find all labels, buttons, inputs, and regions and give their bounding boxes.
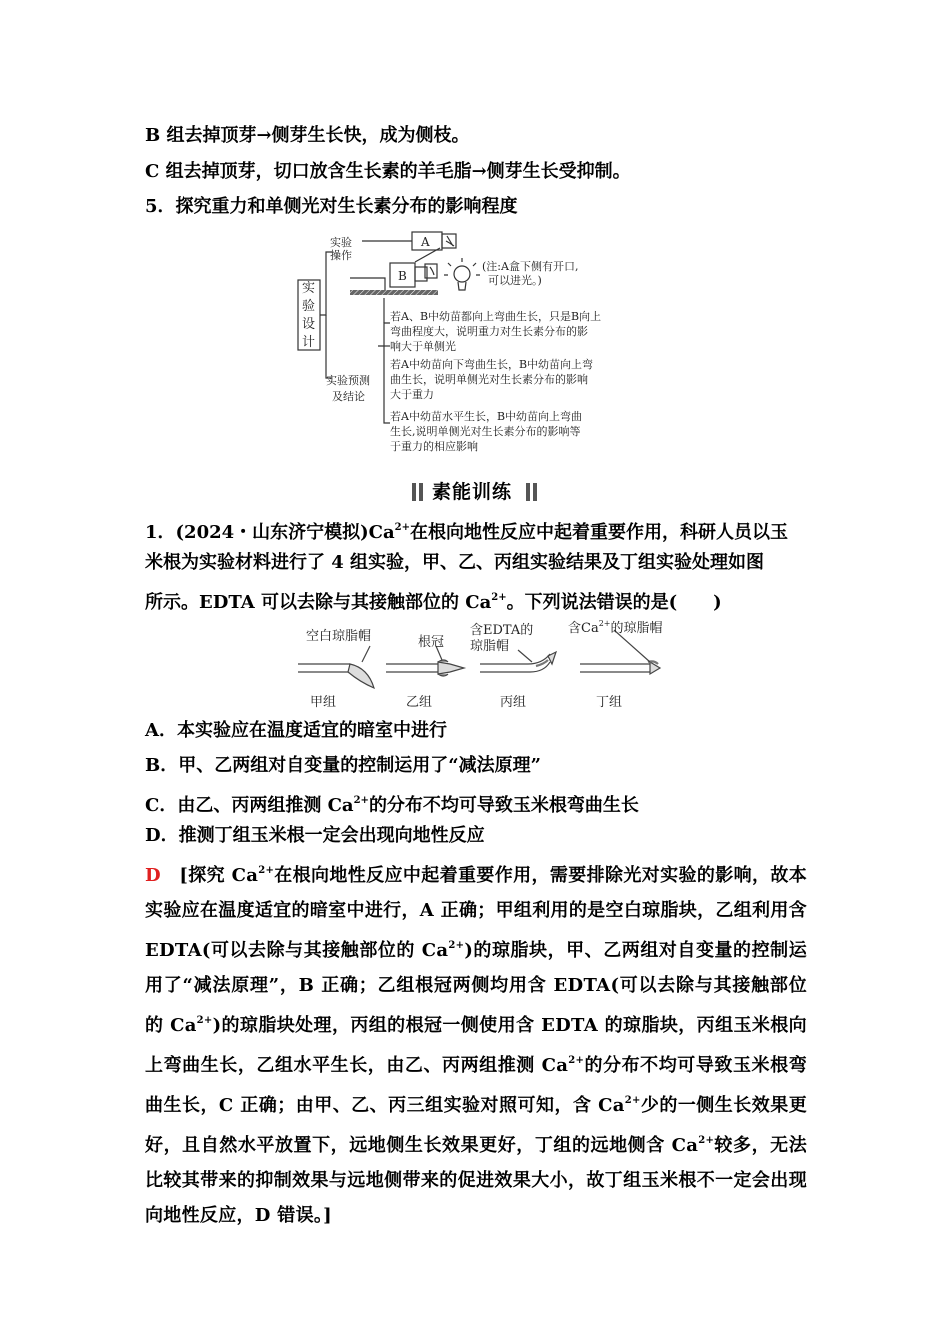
superscript: 2+	[568, 1055, 585, 1066]
root-tip-ding	[650, 662, 660, 674]
superscript: 2+	[491, 592, 507, 603]
superscript: 2+	[196, 1015, 213, 1026]
conclusion-3-line-2: 生长,说明单侧光对生长素分布的影响等	[390, 425, 581, 438]
answer-text: )的琼脂块，甲、乙两组对自变量的控制运用了“减法原理”，B 正确；乙组根冠两侧均用含 EDTA(可以去除与其接触部位的 Ca	[145, 940, 807, 1036]
design-label-char-1: 实	[302, 281, 316, 296]
conclusion-3-line-3: 于重力的相应影响	[390, 440, 478, 453]
superscript: 2+	[353, 795, 369, 806]
label-root-cap: 根冠	[418, 635, 445, 650]
root-tip-yi	[438, 662, 464, 674]
prediction-label-2: 及结论	[332, 390, 365, 403]
option-text: C．由乙、丙两组推测 Ca	[145, 795, 354, 816]
title-bar-left	[412, 483, 416, 501]
title-bar-right	[526, 483, 530, 501]
title-bar-left-2	[419, 483, 423, 501]
root-jia	[298, 664, 350, 672]
design-label-char-3: 设	[302, 317, 316, 332]
question-text: 所示。EDTA 可以去除与其接触部位的 Ca	[145, 592, 492, 613]
superscript: 2+	[394, 522, 410, 533]
answer-text: 较多，无法比较其带来的抑制效果与远地侧带来的促进效果大小，故丁组玉米根不一定会出现向地性反应，D 错误。]	[145, 1135, 807, 1226]
question-line-2: 米根为实验材料进行了 4 组实验，甲、乙、丙组实验结果及丁组实验处理如图	[145, 552, 765, 573]
option-d: D．推测丁组玉米根一定会出现向地性反应	[145, 825, 485, 846]
note-line-2: 可以进光。)	[488, 274, 542, 287]
label-blank-agar: 空白琼脂帽	[306, 629, 372, 644]
experiment-design-diagram	[290, 228, 670, 464]
conclusion-1-line-3: 响大于单侧光	[390, 340, 456, 353]
question-line-1	[145, 516, 788, 545]
question-text: 在根向地性反应中起着重要作用，科研人员以玉	[410, 522, 788, 543]
option-b: B．甲、乙两组对自变量的控制运用了“减法原理”	[145, 755, 541, 776]
operation-label-1: 实验	[330, 236, 352, 249]
answer-letter: D	[145, 865, 161, 886]
operation-label-2: 操作	[330, 249, 352, 262]
label-edta-2: 琼脂帽	[470, 639, 510, 654]
design-label-char-2: 验	[302, 299, 316, 314]
group-jia: 甲组	[310, 695, 337, 710]
superscript: 2+	[448, 940, 465, 951]
question-line-3	[145, 586, 722, 615]
label-edta-1: 含EDTA的	[470, 623, 534, 638]
superscript: 2+	[624, 1095, 641, 1106]
intro-line-2: C 组去掉顶芽，切口放含生长素的羊毛脂→侧芽生长受抑制。	[145, 161, 631, 182]
label-ca-sup: 2+	[598, 619, 611, 628]
label-ca-agar	[568, 619, 663, 636]
section-title	[412, 479, 538, 505]
section-title-text: 素能训练	[432, 481, 513, 503]
root-ding	[580, 664, 650, 672]
question-text: 。下列说法错误的是( )	[506, 592, 722, 613]
root-yi	[386, 664, 438, 672]
section-5-heading: 5．探究重力和单侧光对生长素分布的影响程度	[145, 196, 518, 217]
group-ding: 丁组	[596, 695, 623, 710]
group-yi: 乙组	[406, 695, 433, 710]
answer-text: [探究 Ca	[179, 865, 259, 886]
conclusion-3-line-1: 若A中幼苗水平生长，B中幼苗向上弯曲	[390, 410, 583, 423]
label-ca-rest: 的琼脂帽	[610, 621, 663, 636]
answer-explanation	[145, 853, 807, 1233]
root-tip-jia	[348, 664, 374, 688]
prediction-label-1: 实验预测	[326, 374, 370, 387]
answer-text: )的琼脂块处理，丙组的根冠一侧使用含 EDTA 的琼脂块，丙组玉米根向上弯曲生长，乙组水平生长，由乙、丙两组推测 Ca	[145, 1015, 807, 1076]
superscript: 2+	[698, 1135, 715, 1146]
group-bing: 丙组	[500, 695, 527, 710]
conclusion-2-line-3: 大于重力	[390, 388, 434, 401]
title-bar-right-2	[533, 483, 537, 501]
label-ca-text: 含Ca	[568, 621, 599, 636]
conclusion-1-line-1: 若A、B中幼苗都向上弯曲生长，只是B向上	[390, 310, 602, 323]
option-text: 的分布不均可导致玉米根弯曲生长	[368, 795, 639, 816]
box-b-label: B	[398, 269, 407, 283]
note-line-1: (注:A盒下侧有开口,	[482, 260, 579, 273]
option-a: A．本实验应在温度适宜的暗室中进行	[145, 720, 447, 741]
conclusion-2-line-1: 若A中幼苗向下弯曲生长，B中幼苗向上弯	[390, 358, 594, 371]
answer-text: 的分布不均可导致玉米根弯曲生长，C 正确；由甲、乙、丙三组实验对照可知，含 Ca	[145, 1055, 807, 1116]
conclusion-1-line-2: 弯曲程度大，说明重力对生长素分布的影	[390, 325, 588, 338]
root-groups-diagram	[298, 618, 678, 714]
answer-text: 在根向地性反应中起着重要作用，需要排除光对实验的影响，故本实验应在温度适宜的暗室中进行，A 正确；甲组利用的是空白琼脂块，乙组利用含 EDTA(可以去除与其接触部位的 Ca	[145, 865, 807, 961]
root-bing	[480, 654, 550, 672]
conclusion-2-line-2: 曲生长，说明单侧光对生长素分布的影响	[390, 373, 588, 386]
superscript: 2+	[258, 865, 275, 876]
intro-line-1: B 组去掉顶芽→侧芽生长快，成为侧枝。	[145, 125, 470, 146]
option-c	[145, 789, 639, 818]
answer-text: 少的一侧生长效果更好，且自然水平放置下，远地侧生长效果更好，丁组的远地侧含 Ca	[145, 1095, 808, 1156]
box-a-label: A	[421, 235, 430, 249]
question-text: 1．(2024・山东济宁模拟)Ca	[145, 522, 395, 543]
design-label-char-4: 计	[302, 335, 316, 350]
